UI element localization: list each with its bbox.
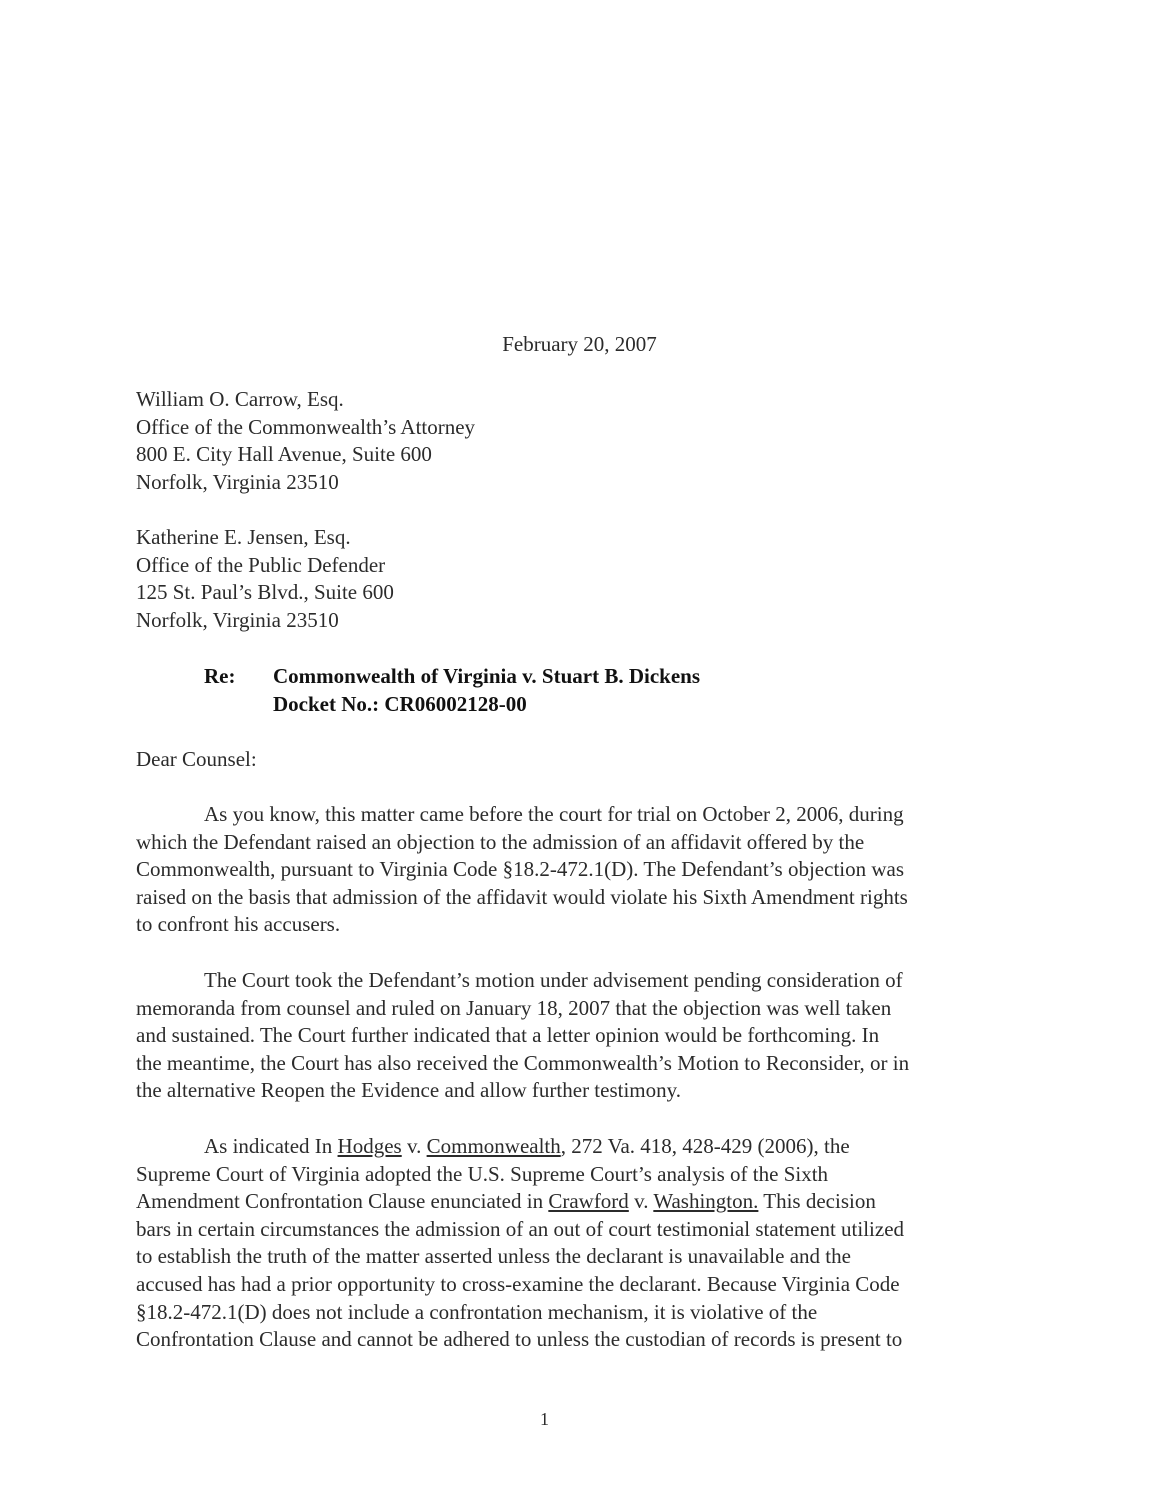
paragraph-line: The Court took the Defendant’s motion under advisement pending consideration of [204,968,903,992]
docket-number: Docket No.: CR06002128-00 [273,692,527,716]
paragraph-1 [136,801,1020,939]
paragraph-line: accused has had a prior opportunity to cross-examine the declarant. Because Virginia Code [136,1271,900,1296]
paragraph-line: §18.2-472.1(D) does not include a confrontation mechanism, it is violative of the [136,1299,818,1324]
paragraph-line: to confront his accusers. [136,912,341,937]
paragraph-line: which the Defendant raised an objection to the admission of an affidavit offered by the [136,829,865,854]
text-segment: This decision [758,1189,876,1214]
paragraph-line: Supreme Court of Virginia adopted the U.S. Supreme Court’s analysis of the Sixth [136,1161,829,1186]
re-subject [273,662,700,718]
paragraph-line [136,1133,1020,1161]
paragraph-line: and sustained. The Court further indicated that a letter opinion would be forthcoming. In [136,1023,880,1048]
recipient-address-1 [136,386,475,496]
re-label: Re: [204,664,236,688]
paragraph-3 [136,1133,1020,1354]
paragraph-line: the meantime, the Court has also received the Commonwealth’s Motion to Reconsider, or in [136,1050,910,1075]
recipient-1-name: William O. Carrow, Esq. [136,387,344,411]
recipient-1-city: Norfolk, Virginia 23510 [136,469,339,494]
salutation: Dear Counsel: [136,747,257,771]
case-citation-hodges: Hodges [337,1134,402,1158]
paragraph-line: bars in certain circumstances the admission of an out of court testimonial statement utilized [136,1216,905,1241]
paragraph-line: Commonwealth, pursuant to Virginia Code §18.2-472.1(D). The Defendant’s objection was [136,857,905,882]
case-caption: Commonwealth of Virginia v. Stuart B. Dickens [273,664,701,688]
text-segment: , 272 Va. 418, 428-429 (2006), the [560,1134,850,1158]
case-citation-washington: Washington. [653,1189,759,1214]
paragraph-line: As you know, this matter came before the court for trial on October 2, 2006, during [204,802,904,826]
recipient-address-2 [136,524,394,634]
text-segment: v. [628,1189,654,1214]
case-citation-crawford: Crawford [548,1189,629,1214]
recipient-2-city: Norfolk, Virginia 23510 [136,607,339,632]
paragraph-line: Confrontation Clause and cannot be adhered to unless the custodian of records is present to [136,1327,903,1352]
paragraph-line: to establish the truth of the matter asserted unless the declarant is unavailable and the [136,1244,851,1269]
paragraph-line: raised on the basis that admission of the affidavit would violate his Sixth Amendment rights [136,884,908,909]
page-number: 1 [540,1409,549,1429]
letter-date: February 20, 2007 [502,332,657,356]
recipient-2-street: 125 St. Paul’s Blvd., Suite 600 [136,580,394,605]
recipient-2-office: Office of the Public Defender [136,552,386,577]
paragraph-line [136,1188,1020,1216]
paragraph-line: memoranda from counsel and ruled on January 18, 2007 that the objection was well taken [136,995,892,1020]
text-segment: Amendment Confrontation Clause enunciated in [136,1189,549,1214]
paragraph-2 [136,967,1020,1105]
case-citation-commonwealth: Commonwealth [426,1134,561,1158]
text-segment: v. [401,1134,427,1158]
recipient-2-name: Katherine E. Jensen, Esq. [136,525,351,549]
recipient-1-street: 800 E. City Hall Avenue, Suite 600 [136,442,432,467]
text-segment: As indicated In [204,1134,338,1158]
recipient-1-office: Office of the Commonwealth’s Attorney [136,414,476,439]
paragraph-line: the alternative Reopen the Evidence and allow further testimony. [136,1078,682,1103]
